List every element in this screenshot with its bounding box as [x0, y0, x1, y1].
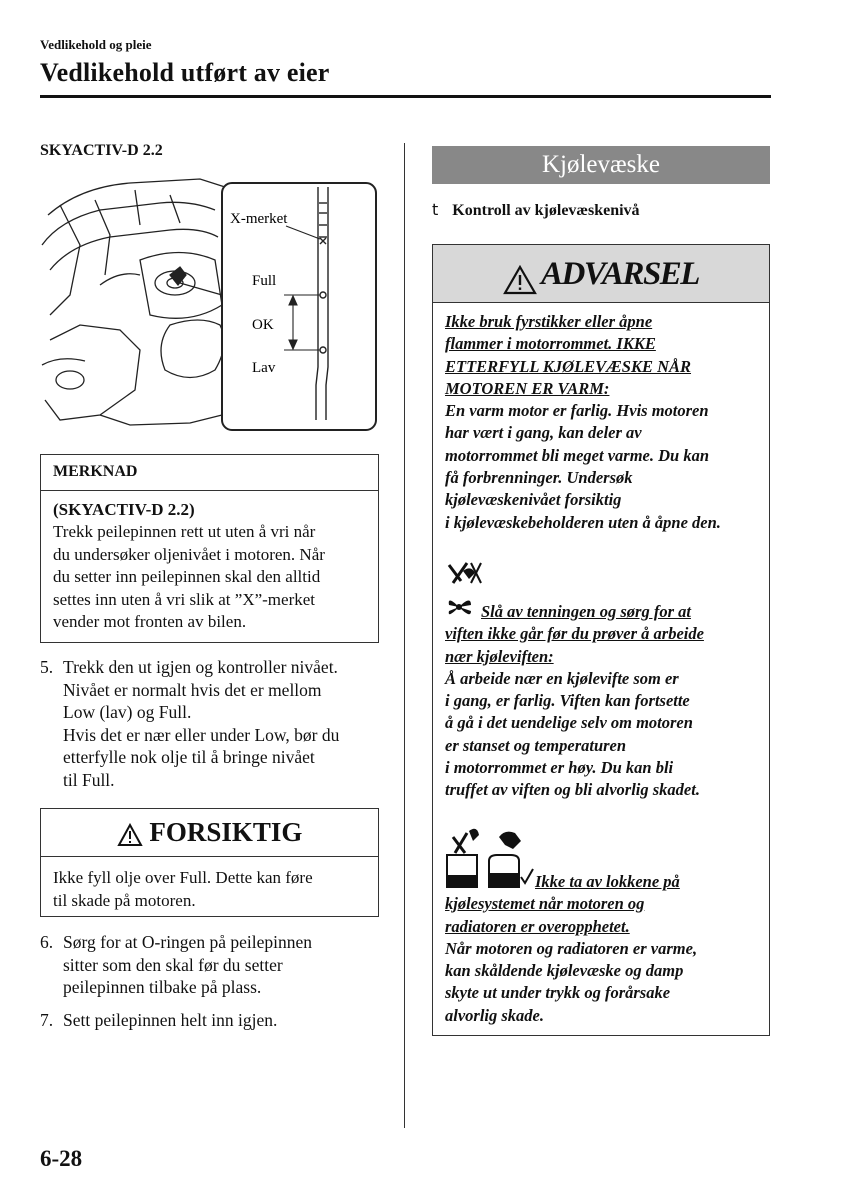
warning-line: flammer i motorrommet. IKKE: [445, 334, 656, 354]
title-rule: [40, 95, 771, 98]
warning-line: motorrommet bli meget varme. Du kan: [445, 445, 709, 465]
warning-line: få forbrenninger. Undersøk: [445, 468, 633, 488]
warning-line: Når motoren og radiatoren er varme,: [445, 938, 698, 958]
warning-line: Å arbeide nær en kjølevifte som er: [445, 668, 679, 688]
step-number: 7.: [40, 1010, 54, 1030]
warning-block-1: [445, 311, 765, 534]
note-heading: MERKNAD: [41, 455, 378, 491]
step-6: [40, 931, 385, 999]
warning-block-3: [445, 871, 765, 1027]
bullet-marker: t: [432, 200, 439, 219]
warning-line: truffet av viften og bli alvorlig skadet.: [445, 780, 700, 800]
coolant-check-heading: [432, 200, 640, 220]
warning-line: i kjølevæskebeholderen uten å åpne den.: [445, 512, 721, 532]
column-divider: [404, 143, 405, 1128]
warning-line: skyte ut under trykk og forårsake: [445, 983, 671, 1003]
low-label: Lav: [252, 360, 276, 376]
note-line: Trekk peilepinnen rett ut uten å vri når: [53, 522, 316, 542]
note-line: du undersøker oljenivået i motoren. Når: [53, 544, 325, 564]
warning-line: Ikke bruk fyrstikker eller åpne: [445, 312, 653, 331]
warning-line: En varm motor er farlig. Hvis motoren: [445, 401, 709, 421]
warning-line: radiatoren er overopphetet.: [445, 916, 630, 936]
note-line: du setter inn peilepinnen skal den alltid: [53, 567, 321, 587]
note-box: [40, 454, 379, 643]
engine-illustration: [42, 179, 225, 425]
dipstick-figure: [40, 175, 380, 435]
warning-triangle-icon: [503, 265, 537, 295]
page-number: 6-28: [40, 1146, 83, 1171]
engine-subheading: SKYACTIV-D 2.2: [40, 142, 163, 159]
note-body: [41, 491, 378, 641]
caution-box: [40, 808, 379, 917]
page-title: Vedlikehold utført av eier: [40, 58, 330, 87]
ok-label: OK: [252, 317, 274, 333]
section-label: Vedlikehold og pleie: [40, 37, 152, 52]
warning-line: i motorrommet er høy. Du kan bli: [445, 758, 674, 778]
warning-line: ETTERFYLL KJØLEVÆSKE NÅR: [445, 356, 692, 376]
step-number: 6.: [40, 932, 54, 952]
full-label: Full: [252, 273, 277, 289]
warning-line: MOTOREN ER VARM:: [445, 378, 610, 398]
note-subheading: (SKYACTIV-D 2.2): [53, 500, 195, 519]
step-7: [40, 1009, 385, 1032]
x-mark-label: X-merket: [230, 211, 288, 227]
step-line: Nivået er normalt hvis det er mellom: [63, 679, 322, 700]
warning-line: viften ikke går før du prøver å arbeide: [445, 624, 704, 644]
warning-line: alvorlig skade.: [445, 1005, 544, 1025]
warning-heading: [433, 245, 769, 303]
warning-block-2: [445, 601, 765, 802]
warning-line: Ikke ta av lokkene på: [535, 872, 680, 891]
step-number: 5.: [40, 657, 54, 677]
note-line: vender mot fronten av bilen.: [53, 612, 247, 632]
warning-heading-text: ADVARSEL: [541, 256, 699, 292]
coolant-section-bar: Kjølevæske: [432, 146, 770, 184]
step-line: Hvis det er nær eller under Low, bør du: [63, 724, 340, 745]
caution-body: [41, 857, 378, 922]
step-5: [40, 656, 385, 791]
warning-line: kan skåldende kjølevæske og damp: [445, 961, 684, 981]
warning-line: kjølevæskenivået forsiktig: [445, 490, 622, 510]
step-line: etterfylle nok olje til å bringe nivået: [63, 747, 315, 767]
warning-line: i gang, er farlig. Viften kan fortsette: [445, 691, 690, 711]
caution-heading: [41, 809, 378, 857]
step-line: peilepinnen tilbake på plass.: [63, 977, 262, 997]
step-line: Low (lav) og Full.: [63, 702, 192, 722]
step-line: til Full.: [63, 769, 115, 790]
warning-triangle-icon: [117, 823, 143, 847]
warning-line: er stanset og temperaturen: [445, 735, 627, 755]
warning-box: [432, 244, 770, 1036]
warning-line: å gå i det uendelige selv om motoren: [445, 713, 693, 733]
warning-line: kjølesystemet når motoren og: [445, 894, 645, 914]
step-line: Trekk den ut igjen og kontroller nivået.: [63, 657, 338, 677]
caution-heading-text: FORSIKTIG: [149, 817, 303, 847]
warning-line: Slå av tenningen og sørg for at: [481, 602, 691, 621]
caution-line: til skade på motoren.: [53, 890, 196, 910]
note-line: settes inn uten å vri slik at ”X”-merket: [53, 589, 315, 609]
step-line: Sørg for at O-ringen på peilepinnen: [63, 932, 312, 952]
warning-line: nær kjøleviften:: [445, 646, 554, 666]
caution-line: Ikke fyll olje over Full. Dette kan føre: [53, 868, 313, 887]
warning-line: har vært i gang, kan deler av: [445, 423, 642, 443]
step-line: sitter som den skal før du setter: [63, 954, 283, 975]
bullet-text: Kontroll av kjølevæskenivå: [452, 202, 640, 219]
step-line: Sett peilepinnen helt inn igjen.: [63, 1010, 278, 1030]
